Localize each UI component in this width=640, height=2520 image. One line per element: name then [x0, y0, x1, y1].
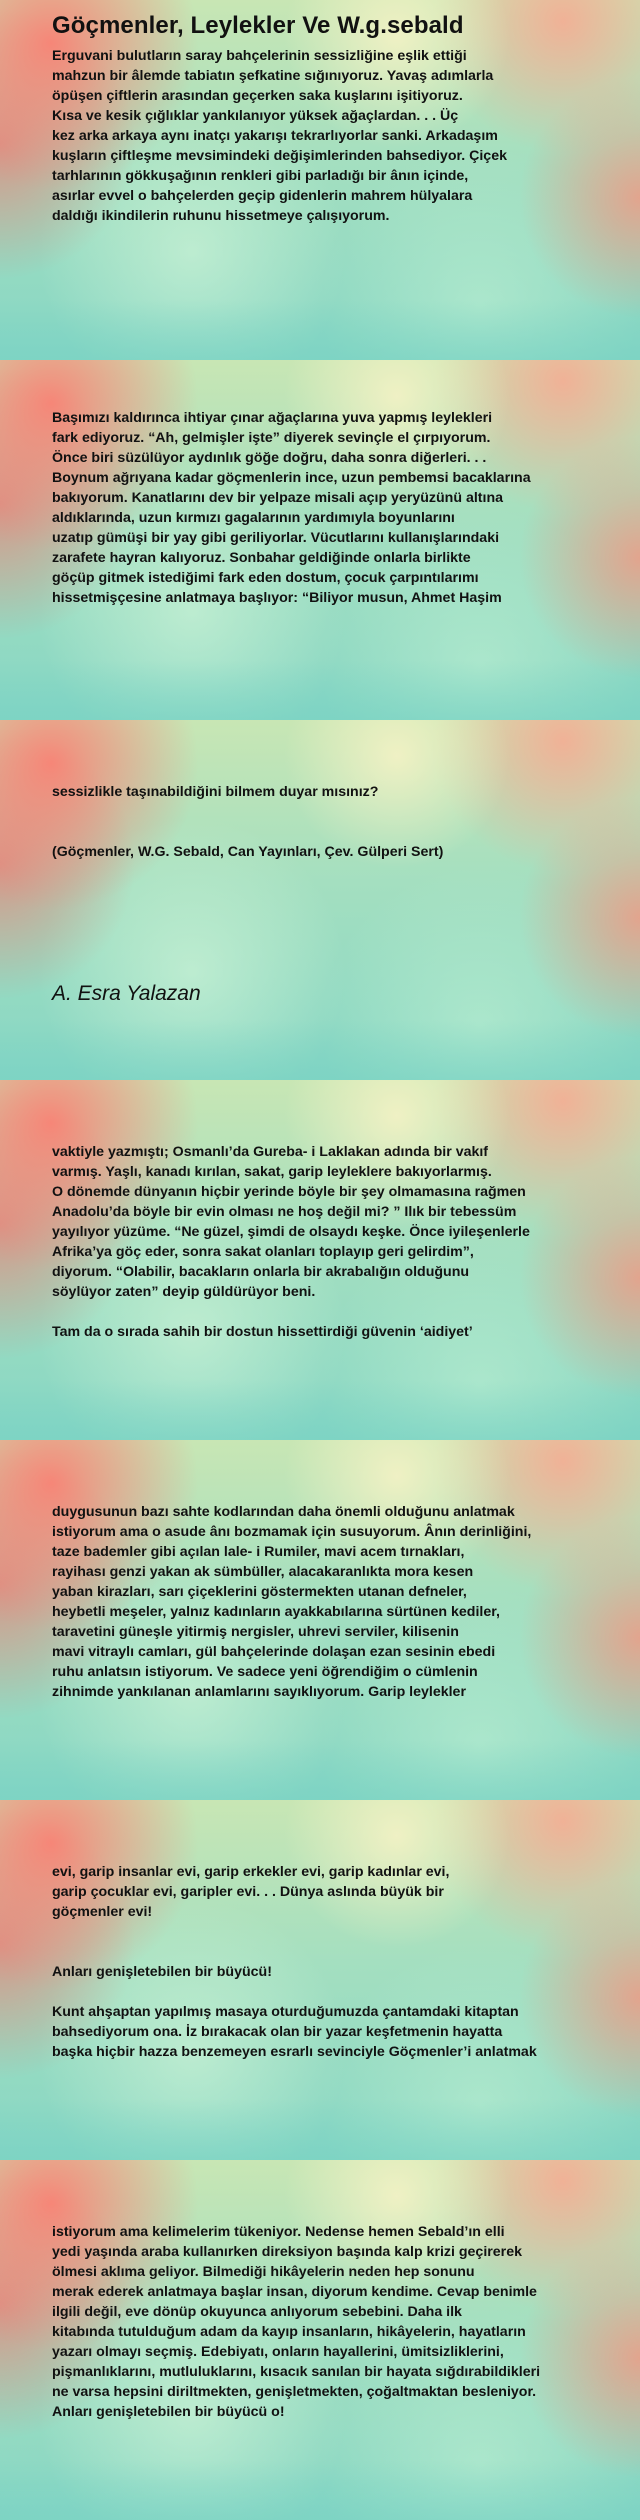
text-line: kitabında tutulduğum adam da kayıp insanların, hikâyelerin, hayatların [52, 2324, 526, 2340]
text-panel-7 [0, 2160, 640, 2520]
text-line: Anları genişletebilen bir büyücü o! [52, 2404, 285, 2420]
blank-line [52, 822, 588, 842]
text-panel-5 [0, 1440, 640, 1800]
text-line: Boynum ağrıyana kadar göçmenlerin ince, uzun pembemsi bacaklarına [52, 470, 531, 486]
article-title: Göçmenler, Leylekler Ve W.g.sebald [52, 12, 464, 39]
paragraph-3 [52, 782, 588, 862]
text-line: Başımızı kaldırınca ihtiyar çınar ağaçlarına yuva yapmış leylekleri [52, 410, 493, 426]
text-line: daldığı ikindilerin ruhunu hissetmeye çalışıyorum. [52, 208, 390, 224]
text-line: taze bademler gibi açılan lale- i Rumiler, mavi acem tırnakları, [52, 1544, 465, 1560]
text-line: fark ediyoruz. “Ah, gelmişler işte” diyerek sevinçle el çırpıyorum. [52, 430, 491, 446]
text-line: başka hiçbir hazza benzemeyen esrarlı sevinciyle Göçmenler’i anlatmak [52, 2044, 537, 2060]
paragraph-7 [52, 2222, 588, 2422]
text-panel-6 [0, 1800, 640, 2160]
paragraph-4 [52, 1142, 588, 1342]
paragraph-1 [52, 46, 588, 226]
blank-line [52, 802, 588, 822]
text-line: ölmesi aklıma geliyor. Bilmediği hikâyelerin neden hep sonunu [52, 2264, 475, 2280]
blank-line [52, 1922, 588, 1942]
author-name: A. Esra Yalazan [52, 982, 201, 1005]
text-line: Kunt ahşaptan yapılmış masaya oturduğumuzda çantamdaki kitaptan [52, 2004, 519, 2020]
text-line: Kısa ve kesik çığlıklar yankılanıyor yüksek ağaçlardan. . . Üç [52, 108, 459, 124]
text-line: diyorum. “Olabilir, bacakların onlarla bir akrabalığın olduğunu [52, 1264, 470, 1280]
text-line: mahzun bir âlemde tabiatın şefkatine sığınıyoruz. Yavaş adımlarla [52, 68, 494, 84]
text-line: tarhlarının gökkuşağının renkleri gibi parladığı bir ânın içinde, [52, 168, 469, 184]
text-line: yazarı olmayı seçmiş. Edebiyatı, onların hayallerini, ümitsizliklerini, [52, 2344, 504, 2360]
text-line: O dönemde dünyanın hiçbir yerinde böyle bir şey olmamasına rağmen [52, 1184, 526, 1200]
text-line: rayihası genzi yakan ak sümbüller, alacakaranlıkta mora kesen [52, 1564, 474, 1580]
text-line: Tam da o sırada sahih bir dostun hissettirdiği güvenin ‘aidiyet’ [52, 1324, 473, 1340]
text-line: uzatıp gümüşi bir yay gibi geriliyorlar. Vücutlarını kullanışlarındaki [52, 530, 500, 546]
text-line: heybetli meşeler, yalnız kadınların ayakkabılarına sürtünen kediler, [52, 1604, 500, 1620]
text-line: varmış. Yaşlı, kanadı kırılan, sakat, garip leyleklere bakıyorlarmış. [52, 1164, 492, 1180]
text-line: yayılıyor yüzüme. “Ne güzel, şimdi de olsaydı keşke. Önce iyileşenlerle [52, 1224, 530, 1240]
text-panel-2 [0, 360, 640, 720]
text-line: Anadolu’da böyle bir evin olması ne hoş değil mi? ” Ilık bir tebessüm [52, 1204, 517, 1220]
text-line: garip çocuklar evi, garipler evi. . . Dünya aslında büyük bir [52, 1884, 444, 1900]
subheading: Anları genişletebilen bir büyücü! [52, 1964, 272, 1980]
text-line: asırlar evvel o bahçelerden geçip gidenlerin mahrem hülyalara [52, 188, 473, 204]
text-line: göçüp gitmek istediğimi fark eden dostum, çocuk çarpıntılarımı [52, 570, 479, 586]
text-line: yedi yaşında araba kullanırken direksiyon başında kalp krizi geçirerek [52, 2244, 522, 2260]
text-line: aldıklarında, uzun kırmızı gagalarının yardımıyla boyunlarını [52, 510, 455, 526]
text-line: ilgili değil, eve dönüp okuyunca anlıyorum sebebini. Daha ilk [52, 2304, 462, 2320]
text-line: sessizlikle taşınabildiğini bilmem duyar mısınız? [52, 784, 379, 800]
text-line: Erguvani bulutların saray bahçelerinin sessizliğine eşlik ettiği [52, 48, 467, 64]
text-line: ne varsa hepsini diriltmekten, genişletmekten, çoğaltmaktan besleniyor. [52, 2384, 537, 2400]
text-line: Önce biri süzülüyor aydınlık göğe doğru, daha sonra diğerleri. . . [52, 450, 487, 466]
text-line: bakıyorum. Kanatlarını dev bir yelpaze misali açıp yeryüzünü altına [52, 490, 504, 506]
text-line: öpüşen çiftlerin arasından geçerken saka kuşlarını işitiyoruz. [52, 88, 463, 104]
text-line: kez arka arkaya aynı inatçı yakarışı tekrarlıyorlar sanki. Arkadaşım [52, 128, 498, 144]
text-panel-4 [0, 1080, 640, 1440]
text-line: ruhu anlatsın istiyorum. Ve sadece yeni öğrendiğim o cümlenin [52, 1664, 478, 1680]
text-panel-1 [0, 0, 640, 360]
text-line: zarafete hayran kalıyoruz. Sonbahar geldiğinde onlarla birlikte [52, 550, 471, 566]
text-line: mavi vitraylı camları, gül bahçelerinde dolaşan ezan sesinin ebedi [52, 1644, 496, 1660]
text-line: taravetini güneşle yitirmiş nergisler, uhrevi serviler, kilisenin [52, 1624, 459, 1640]
blank-line [52, 1302, 588, 1322]
paragraph-2 [52, 408, 588, 608]
text-line: kuşların çiftleşme mevsimindeki değişimlerinden bahsediyor. Çiçek [52, 148, 507, 164]
paragraph-6 [52, 1862, 588, 2062]
text-line: evi, garip insanlar evi, garip erkekler evi, garip kadınlar evi, [52, 1864, 450, 1880]
text-line: merak ederek anlatmaya başlar insan, diyorum kendime. Cevap benimle [52, 2284, 537, 2300]
blank-line [52, 1982, 588, 2002]
text-line: zihnimde yankılanan anlamlarını sayıklıyorum. Garip leylekler [52, 1684, 466, 1700]
text-line: vaktiyle yazmıştı; Osmanlı’da Gureba- i Laklakan adında bir vakıf [52, 1144, 489, 1160]
text-panel-3 [0, 720, 640, 1080]
paragraph-5 [52, 1502, 588, 1702]
text-line: göçmenler evi! [52, 1904, 153, 1920]
text-line: duygusunun bazı sahte kodlarından daha önemli olduğunu anlatmak [52, 1504, 515, 1520]
text-line: hissetmişçesine anlatmaya başlıyor: “Biliyor musun, Ahmet Haşim [52, 590, 502, 606]
text-line: söylüyor zaten” deyip güldürüyor beni. [52, 1284, 316, 1300]
text-line: Afrika’ya göç eder, sonra sakat olanları toplayıp geri gelirdim”, [52, 1244, 474, 1260]
blank-line [52, 1942, 588, 1962]
citation: (Göçmenler, W.G. Sebald, Can Yayınları, Çev. Gülperi Sert) [52, 844, 444, 860]
text-line: istiyorum ama kelimelerim tükeniyor. Nedense hemen Sebald’ın elli [52, 2224, 505, 2240]
text-line: pişmanlıklarını, mutluluklarını, kısacık sanılan bir hayata sığdırabildikleri [52, 2364, 541, 2380]
text-line: istiyorum ama o asude ânı bozmamak için susuyorum. Ânın derinliğini, [52, 1524, 532, 1540]
text-line: bahsediyorum ona. İz bırakacak olan bir yazar keşfetmenin hayatta [52, 2024, 503, 2040]
text-line: yaban kirazları, sarı çiçeklerini göstermekten utanan defneler, [52, 1584, 467, 1600]
